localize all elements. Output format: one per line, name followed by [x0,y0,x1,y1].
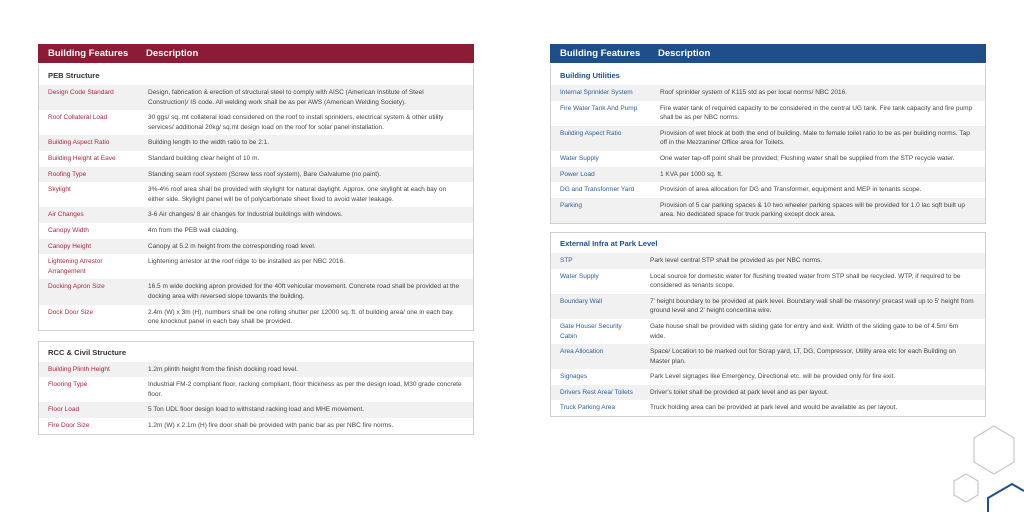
feature-description: 30 ggs/ sq. mt collateral load considered on the roof to install sprinklers, electrical system & other utility services/ additional 20kg/ sq.mt design load on the roof for solar panel installation. [148,114,444,131]
header-description: Description [146,48,199,59]
feature-description: 1 KVA per 1000 sq. ft. [660,170,723,178]
feature-description: 2.4m (W) x 3m (H), numbers shall be one rolling shutter per 12000 sq. ft. of building area/ one in each bay. one knockout panel in each bay shall be provided. [148,308,454,326]
feature-label: Building Aspect Ratio [48,139,110,147]
table-row [551,400,985,416]
section-title: RCC & Civil Structure [48,347,127,357]
table-row [39,254,473,279]
right-table-header [550,44,986,63]
section-peb-structure [38,65,474,331]
feature-label: Drivers Rest Area/ Toilets [560,388,633,396]
table-row [551,182,985,198]
feature-label: Roofing Type [48,170,87,178]
feature-label: Boundary Wall [560,297,603,305]
feature-description: 16.5 m wide docking apron provided for the 40ft vehicular movement. Concrete road shall be provided at the docking area with reversed slope towards the building. [148,283,460,300]
table-row [551,369,985,385]
feature-label: Water Supply [560,272,599,280]
feature-label: Area Allocation [560,348,604,356]
feature-label: DG and Transformer Yard [560,186,635,194]
feature-description: Park Level signages like Emergency, Directional etc. will be provided only for fire exit. [650,373,896,381]
feature-label: Air Changes [48,211,84,219]
table-row [39,362,473,378]
feature-description: 5 Ton UDL floor design load to withstand racking load and MHE movement. [148,406,365,414]
table-row [39,135,473,151]
table-row [551,198,985,223]
table-row [39,279,473,304]
table-row [39,305,473,330]
feature-description: Lightening arrestor at the roof ridge to be installed as per NBC 2016. [148,258,345,266]
feature-description: Roof sprinkler system of K115 std as per local norms/ NBC 2016. [660,89,848,96]
left-table-header [38,44,474,63]
feature-label: Fire Water Tank And Pump [560,104,638,112]
header-description: Description [658,48,711,59]
feature-label: Power Load [560,170,595,178]
feature-label: Building Plinth Height [48,365,110,373]
feature-description: Design, fabrication & erection of structural steel to comply with AISC (American Institute of Steel Construction)/ IS code. All welding work shall be as per AWS (American Welding Society). [148,89,424,106]
section-title: External Infra at Park Level [560,238,658,248]
feature-label: Internal Sprinkler System [560,89,633,96]
feature-description: Provision of area allocation for DG and Transformer, equipment and MEP in tenants scope. [660,186,922,194]
feature-description: Gate house shall be provided with sliding gate for entry and exit. Width of the sliding gate to be of 4.5m/ 6m wide. [650,322,959,340]
table-row [551,385,985,401]
table-row [39,167,473,183]
table-row [551,319,985,344]
feature-description: One water tap-off point shall be provided; Flushing water shall be supplied from the STP recycle water. [660,154,955,162]
feature-description: 7' height boundary to be provided at park level. Boundary wall shall be masonry/ precast wall up to 5' height from ground level and 2' height concertina wire. [650,297,974,315]
feature-description: Driver's toilet shall be provided at park level and as per layout. [650,388,829,396]
feature-description: Truck holding area can be provided at park level and would be available as per layout. [650,404,898,412]
table-row [551,294,985,319]
feature-label: Docking Apron Size [48,283,105,291]
feature-label: Floor Load [48,406,80,414]
left-panel [38,44,474,435]
feature-description: 3-6 Air changes/ 8 air changes for Industrial buildings with windows. [148,211,343,219]
feature-label: Dock Door Size [48,308,94,316]
feature-description: Canopy at 5.2 m height from the corresponding road level. [148,242,316,250]
table-row [551,253,985,269]
table-row [39,239,473,255]
table-row [39,110,473,135]
feature-description: Industrial FM-2 compliant floor, racking compliant, floor thickness as per the design load, M30 grade concrete floor. [148,381,462,398]
feature-label: Building Aspect Ratio [560,129,622,137]
feature-description: 1.2m (W) x 2.1m (H) fire door shall be provided with panic bar as per NBC fire norms. [148,422,394,430]
feature-description: 1.2m plinth height from the finish docking road level. [148,365,298,373]
feature-label: Gate House/ Security Cabin [560,322,622,340]
feature-description: Provision of wet block at both the end of building. Male to female toilet ratio to be as per building norms. Tap off in the Mezzanine/ Office area for Toilets. [660,129,970,147]
feature-description: Park level central STP shall be provided as per NBC norms. [650,256,823,264]
hexagon-outline-icon [974,426,1014,474]
feature-description: Space/ Location to be marked out for Scrap yard, LT, DG, Compressor, Utility area etc for each Building on Master plan. [650,348,956,365]
table-row [39,151,473,167]
feature-description: Standing seam roof system (Screw less roof system), Bare Galvalume (no paint). [148,170,382,178]
section-external-infra [550,232,986,417]
hexagon-small-icon [954,474,978,502]
feature-label: Fire Door Size [48,422,90,430]
feature-description: Provision of 5 car parking spaces & 10 two wheeler parking spaces will be provided for 1.0 lac sqft built up area. No dedicated space for truck parking except dock area. [660,201,965,219]
feature-label: Truck Parking Area [560,404,616,412]
table-row [551,126,985,151]
right-panel [550,44,986,417]
feature-label: Water Supply [560,154,599,162]
header-building-features: Building Features [560,48,641,59]
feature-label: Flooring Type [48,381,88,389]
table-row [551,151,985,167]
table-row [39,377,473,402]
feature-label: Building Height at Eave [48,154,116,162]
table-row [39,85,473,110]
feature-label: Roof Collateral Load [48,114,108,122]
feature-label: Design Code Standard [48,89,114,96]
feature-description: Standard building clear height of 10 m. [148,154,260,162]
feature-label: Canopy Height [48,242,91,250]
section-title: Building Utilities [560,71,620,80]
table-row [551,269,985,294]
table-row [551,344,985,369]
feature-label: STP [560,256,573,264]
hexagon-accent-icon [988,484,1024,512]
feature-description: 4m from the PEB wall cladding. [148,226,239,234]
table-row [39,402,473,418]
feature-label: Lightening Arrestor Arrangement [48,258,103,275]
table-row [39,207,473,223]
feature-label: Canopy Width [48,226,89,234]
feature-label: Skylight [48,186,71,194]
table-row [551,85,985,101]
feature-description: Building length to the width ratio to be 2:1. [148,139,270,147]
table-row [39,223,473,239]
decorative-hexagons [940,420,1024,512]
feature-description: Fire water tank of required capacity to be considered in the central UG tank. Fire tank capacity and fire pump shall be as per NBC norms. [660,104,973,122]
section-rcc-civil [38,341,474,435]
section-building-utilities [550,65,986,224]
table-row [39,182,473,207]
feature-description: 3%-4% roof area shall be provided with skylight for natural daylight. Approx. one skylight at each bay on either side. Skylight panel will be of polycarbonate sheet fixed to avoid water leakage. [148,186,447,203]
table-row [39,418,473,434]
table-row [551,167,985,183]
feature-description: Local source for domestic water for flushing treated water from STP shall be recycled. WTP, if required to be considered as tenants scope. [650,272,961,290]
header-building-features: Building Features [48,48,129,59]
feature-label: Signages [560,373,588,381]
table-row [551,101,985,126]
feature-label: Parking [560,201,583,209]
section-title: PEB Structure [48,71,100,80]
